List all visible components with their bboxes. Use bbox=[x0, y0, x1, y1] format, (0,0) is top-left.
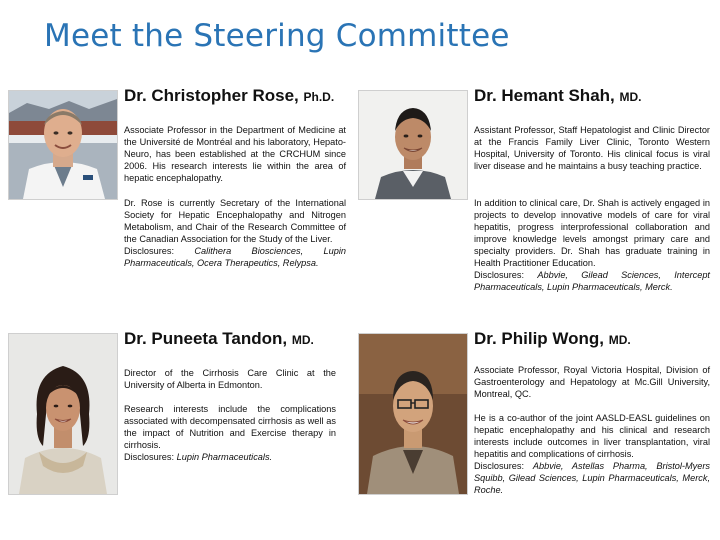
bio-paragraph-1: Associate Professor, Royal Victoria Hospital, Division of Gastroenterology and Hepatology at Mc.Gill University, Montreal, QC. bbox=[474, 365, 710, 399]
bio-paragraph-2 bbox=[124, 197, 346, 269]
disclosures-label: Disclosures: bbox=[124, 452, 175, 462]
disclosures-line bbox=[124, 245, 346, 269]
bio-paragraph-2 bbox=[474, 197, 710, 293]
credential-text: MD. bbox=[608, 333, 631, 347]
member-name-wong bbox=[474, 329, 631, 349]
member-name-shah bbox=[474, 86, 642, 106]
disclosures-label: Disclosures: bbox=[124, 246, 175, 256]
portrait-photo-tandon bbox=[8, 333, 118, 495]
bio-text: He is a co-author of the joint AASLD-EASL guidelines on hepatic encephalopathy and his clinical and research interests include outcomes in liver transplantation, viral hepatitis and complications of cirrhosis. bbox=[474, 413, 710, 459]
credential-text: MD. bbox=[291, 333, 314, 347]
name-text: Dr. Puneeta Tandon, bbox=[124, 329, 288, 348]
disclosures-line bbox=[474, 269, 710, 293]
bio-text: Research interests include the complications associated with decompensated cirrhosis as well as the impact of Nutrition and Exercise therapy in cirrhosis. bbox=[124, 404, 336, 450]
portrait-photo-rose bbox=[8, 90, 118, 200]
portrait-photo-shah bbox=[358, 90, 468, 200]
bio-paragraph-1: Associate Professor in the Department of Medicine at the Université de Montréal and his laboratory, Hepato-Neuro, has been established at the CRCHUM since 2006. His research interests lie within the area of hepatic encephalopathy. bbox=[124, 125, 346, 183]
disclosures-line bbox=[474, 460, 710, 496]
member-name-tandon bbox=[124, 329, 314, 349]
member-name-rose bbox=[124, 86, 334, 106]
bio-paragraph-2 bbox=[124, 403, 336, 463]
portrait-photo-wong bbox=[358, 333, 468, 495]
credential-text: MD. bbox=[619, 90, 642, 104]
disclosures-label: Disclosures: bbox=[474, 461, 525, 471]
bio-text: Dr. Rose is currently Secretary of the International Society for Hepatic Encephalopathy and Nitrogen Metabolism, and Chair of the Research Committee of the Canadian Association for the Study of the Liver. bbox=[124, 198, 346, 244]
name-text: Dr. Philip Wong, bbox=[474, 329, 605, 348]
bio-paragraph-1: Director of the Cirrhosis Care Clinic at the University of Alberta in Edmonton. bbox=[124, 368, 336, 390]
disclosures-label: Disclosures: bbox=[474, 270, 525, 280]
disclosures-text: Lupin Pharmaceuticals. bbox=[176, 452, 273, 462]
disclosures-text: Calithera Biosciences, Lupin Pharmaceuticals, Ocera Therapeutics, Relypsa. bbox=[124, 246, 346, 268]
page-title: Meet the Steering Committee bbox=[44, 18, 510, 54]
name-text: Dr. Hemant Shah, bbox=[474, 86, 615, 105]
bio-paragraph-2 bbox=[474, 412, 710, 496]
bio-text: In addition to clinical care, Dr. Shah is actively engaged in projects to develop innovative models of care for viral hepatitis, progress interprofessional collaboration and improve knowledge levels amongst primary care and specialty providers. Dr. Shah has graduate training in Health Practitioner Education. bbox=[474, 198, 710, 268]
bio-paragraph-1: Assistant Professor, Staff Hepatologist and Clinic Director at the Francis Family Liver Clinic, Toronto Western Hospital, University of Toronto. His clinical focus is viral liver disease and he maintains a busy teaching practice. bbox=[474, 125, 710, 171]
disclosures-text: Abbvie, Astellas Pharma, Bristol-Myers Squibb, Gilead Sciences, Lupin Pharmaceuticals, Merck, Roche. bbox=[474, 461, 710, 495]
name-text: Dr. Christopher Rose, bbox=[124, 86, 299, 105]
disclosures-line bbox=[124, 451, 336, 463]
credential-text: Ph.D. bbox=[303, 90, 335, 104]
disclosures-text: Abbvie, Gilead Sciences, Intercept Pharmaceuticals, Lupin Pharmaceuticals, Merck. bbox=[474, 270, 710, 292]
